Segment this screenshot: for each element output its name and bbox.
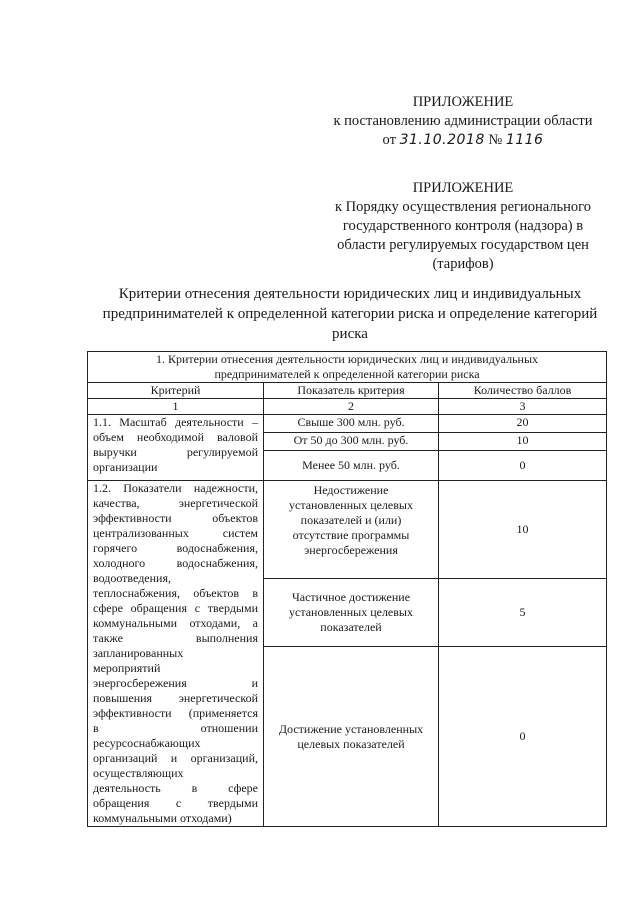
criterion-line: ресурсоснабжающих xyxy=(93,736,201,750)
column-number: 1 xyxy=(88,399,264,415)
criterion-line: мероприятий xyxy=(93,661,161,675)
criterion-line: в отношении xyxy=(93,721,258,735)
criterion-line: эффективности (применяется xyxy=(93,706,258,720)
title-line: риска xyxy=(332,326,368,342)
indicator-line: Достижение установленных xyxy=(278,721,424,736)
appendix-title: ПРИЛОЖЕНИЕ xyxy=(412,180,514,196)
decree-date-line xyxy=(318,131,608,150)
appendix-subtitle: к постановлению администрации области xyxy=(333,113,593,129)
indicator-line: энергосбережения xyxy=(304,543,398,557)
criterion-cell-reliability xyxy=(88,481,264,827)
header-points: Количество баллов xyxy=(439,383,607,399)
indicator-cell xyxy=(264,481,439,579)
handwritten-number: 1116 xyxy=(505,132,544,148)
header-criterion: Критерий xyxy=(88,383,264,399)
criterion-line: сфере обращения с твердыми xyxy=(93,601,258,615)
column-number: 2 xyxy=(264,399,439,415)
date-prefix: от xyxy=(382,132,396,148)
appendix-subtitle-line: области регулируемых государством цен xyxy=(337,237,589,253)
section-title-cell xyxy=(88,352,607,383)
criterion-line: централизованных систем xyxy=(93,526,258,540)
indicator-line: установленных целевых xyxy=(289,498,413,512)
criterion-line: обращения с твердыми xyxy=(93,796,258,810)
column-number: 3 xyxy=(439,399,607,415)
criterion-line: также выполнения xyxy=(93,631,258,645)
indicator-line: установленных целевых xyxy=(289,605,413,620)
indicator-line: отсутствие программы xyxy=(292,528,410,542)
criterion-line: горячего водоснабжения, xyxy=(93,541,258,555)
criterion-line: деятельность в сфере xyxy=(93,781,258,795)
indicator-line: Недостижение xyxy=(313,483,389,497)
column-number-row xyxy=(88,399,607,415)
section-title-row xyxy=(88,352,607,383)
indicator-line: показателей и (или) xyxy=(300,513,402,527)
criterion-line: 1.2. Показатели надежности, xyxy=(93,481,258,495)
criterion-line: коммунальными отходами, а xyxy=(93,616,258,630)
appendix-header-procedure xyxy=(318,179,608,274)
criterion-line: организаций и организаций, xyxy=(93,751,258,765)
criterion-cell-scale xyxy=(88,415,264,481)
criterion-line: повышения энергетической xyxy=(93,691,258,705)
indicator-cell: От 50 до 300 млн. руб. xyxy=(264,433,439,451)
criterion-line: выручки регулируемой xyxy=(93,445,258,459)
table-row xyxy=(88,481,607,579)
table-row xyxy=(88,415,607,433)
section-title-line: предпринимателей к определенной категории риска xyxy=(214,367,480,381)
criterion-line: энергосбережения и xyxy=(93,676,258,690)
indicator-cell xyxy=(264,578,439,646)
criterion-line: осуществляющих xyxy=(93,766,184,780)
criterion-line: 1.1. Масштаб деятельности – xyxy=(93,415,258,429)
appendix-subtitle-line: к Порядку осуществления регионального xyxy=(334,199,592,215)
indicator-line: целевых показателей xyxy=(297,736,405,751)
number-prefix: № xyxy=(488,132,503,148)
criterion-line: водоотведения, xyxy=(93,571,171,585)
indicator-cell: Менее 50 млн. руб. xyxy=(264,451,439,481)
criterion-line: теплоснабжения, объектов в xyxy=(93,586,258,600)
appendix-title: ПРИЛОЖЕНИЕ xyxy=(412,94,514,110)
risk-criteria-table xyxy=(87,351,607,827)
criterion-line: холодного водоснабжения, xyxy=(93,556,258,570)
indicator-line: показателей xyxy=(320,620,382,635)
handwritten-date: 31.10.2018 xyxy=(399,132,485,148)
points-cell: 0 xyxy=(439,451,607,481)
appendix-subtitle-line: (тарифов) xyxy=(432,256,494,272)
points-cell: 0 xyxy=(439,647,607,827)
appendix-header-decree xyxy=(318,93,608,150)
indicator-cell: Свыше 300 млн. руб. xyxy=(264,415,439,433)
criterion-line: организации xyxy=(93,460,158,474)
title-line: предпринимателей к определенной категории риска и определение категорий xyxy=(102,306,598,322)
criterion-line: эффективности объектов xyxy=(93,511,258,525)
document-title xyxy=(95,284,605,344)
header-row xyxy=(88,383,607,399)
criterion-line: качества, энергетической xyxy=(93,496,258,510)
points-cell: 10 xyxy=(439,481,607,579)
points-cell: 10 xyxy=(439,433,607,451)
header-indicator: Показатель критерия xyxy=(264,383,439,399)
indicator-line: Частичное достижение xyxy=(291,590,411,605)
criterion-line: объем необходимой валовой xyxy=(93,430,258,444)
points-cell: 20 xyxy=(439,415,607,433)
appendix-subtitle-line: государственного контроля (надзора) в xyxy=(342,218,584,234)
section-title-line: 1. Критерии отнесения деятельности юридических лиц и индивидуальных xyxy=(156,352,539,366)
criterion-line: запланированных xyxy=(93,646,184,660)
points-cell: 5 xyxy=(439,578,607,646)
title-line: Критерии отнесения деятельности юридических лиц и индивидуальных xyxy=(118,286,582,302)
criterion-line: коммунальными отходами) xyxy=(93,811,232,825)
indicator-cell xyxy=(264,647,439,827)
